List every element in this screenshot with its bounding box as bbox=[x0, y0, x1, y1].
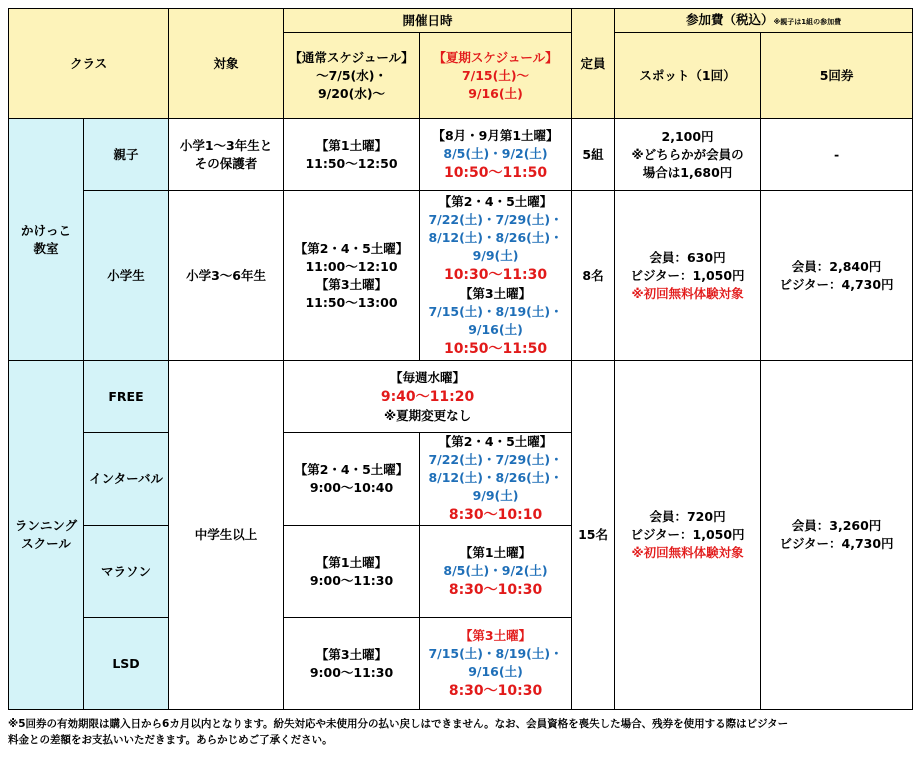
summer-interval-dates-b: 8/12(土)・8/26(土)・ bbox=[428, 470, 563, 485]
summer-lsd-time: 8:30～10:30 bbox=[448, 682, 543, 699]
schedule-free-time: 9:40～11:20 bbox=[380, 388, 475, 405]
summer-schedule-end: 9/16(土) bbox=[468, 85, 523, 101]
spot-running-visitor: ビジター：1,050円 bbox=[630, 527, 745, 542]
summer-marathon bbox=[420, 526, 572, 618]
summer-shogakusei bbox=[420, 191, 572, 361]
header-fee bbox=[615, 9, 913, 33]
summer-oyako bbox=[420, 119, 572, 191]
spot-oyako bbox=[615, 119, 761, 191]
summer-interval bbox=[420, 433, 572, 526]
class-marathon: マラソン bbox=[84, 526, 169, 618]
group-kakekko bbox=[9, 119, 84, 361]
group-running-line1: ランニング bbox=[14, 518, 78, 533]
class-interval: インターバル bbox=[84, 433, 169, 526]
normal-marathon bbox=[284, 526, 420, 618]
normal-shogakusei-day2: 【第3土曜】 bbox=[315, 276, 388, 292]
normal-interval-day: 【第2・4・5土曜】 bbox=[294, 462, 409, 477]
summer-lsd-dates-a: 7/15(土)・8/19(土)・ bbox=[428, 645, 563, 661]
summer-interval-dates-c: 9/9(土) bbox=[472, 488, 519, 503]
normal-oyako-day: 【第1土曜】 bbox=[315, 137, 388, 153]
summer-shogakusei-dates1c: 9/9(土) bbox=[472, 247, 519, 263]
summer-shogakusei-dates2b: 9/16(土) bbox=[468, 321, 523, 337]
schedule-free bbox=[284, 361, 572, 433]
capacity-running: 15名 bbox=[572, 361, 615, 710]
normal-oyako-time: 11:50～12:50 bbox=[305, 155, 398, 171]
summer-lsd-day: 【第3土曜】 bbox=[459, 627, 532, 643]
five-running-member: 会員：3,260円 bbox=[791, 518, 882, 533]
summer-shogakusei-time1: 10:30～11:30 bbox=[443, 266, 548, 283]
header-summer-schedule bbox=[420, 33, 572, 119]
summer-shogakusei-day1: 【第2・4・5土曜】 bbox=[438, 193, 553, 209]
five-running-visitor: ビジター：4,730円 bbox=[779, 536, 894, 551]
normal-interval-time: 9:00～10:40 bbox=[309, 480, 394, 495]
spot-shogakusei-member: 会員：630円 bbox=[649, 249, 726, 265]
group-running-line2: スクール bbox=[21, 536, 71, 551]
spot-running bbox=[615, 361, 761, 710]
normal-lsd bbox=[284, 618, 420, 710]
summer-interval-day: 【第2・4・5土曜】 bbox=[438, 434, 553, 449]
header-fee-label: 参加費（税込） bbox=[685, 11, 774, 27]
five-shogakusei-visitor: ビジター：4,730円 bbox=[779, 276, 894, 292]
summer-oyako-time: 10:50～11:50 bbox=[443, 164, 548, 181]
normal-oyako bbox=[284, 119, 420, 191]
summer-lsd bbox=[420, 618, 572, 710]
summer-marathon-day: 【第1土曜】 bbox=[459, 544, 532, 560]
spot-shogakusei-trial: ※初回無料体験対象 bbox=[631, 285, 744, 301]
summer-oyako-day: 【8月・9月第1土曜】 bbox=[432, 127, 559, 143]
summer-shogakusei-day2: 【第3土曜】 bbox=[459, 285, 532, 301]
capacity-oyako: 5組 bbox=[572, 119, 615, 191]
normal-shogakusei-time1: 11:00～12:10 bbox=[305, 258, 398, 274]
spot-oyako-note2: 場合は1,680円 bbox=[642, 164, 733, 180]
summer-shogakusei-dates1b: 8/12(土)・8/26(土)・ bbox=[428, 229, 563, 245]
class-lsd: LSD bbox=[84, 618, 169, 710]
summer-interval-dates-a: 7/22(土)・7/29(土)・ bbox=[428, 452, 563, 467]
schedule-free-day: 【毎週水曜】 bbox=[390, 369, 466, 385]
spot-oyako-price: 2,100円 bbox=[661, 128, 714, 144]
header-class: クラス bbox=[9, 9, 169, 119]
header-capacity: 定員 bbox=[572, 9, 615, 119]
normal-schedule-label: 【通常スケジュール】 bbox=[289, 49, 414, 65]
summer-shogakusei-dates2a: 7/15(土)・8/19(土)・ bbox=[428, 303, 563, 319]
group-kakekko-line2: 教室 bbox=[33, 240, 59, 256]
class-shogakusei: 小学生 bbox=[84, 191, 169, 361]
normal-schedule-start: ～7/5(水)・ bbox=[316, 67, 387, 83]
summer-marathon-time: 8:30～10:30 bbox=[448, 581, 543, 598]
normal-shogakusei-time2: 11:50～13:00 bbox=[305, 294, 398, 310]
footnote-line2: 料金との差額をお支払いいただきます。あらかじめご了承ください。 bbox=[8, 734, 333, 746]
header-normal-schedule bbox=[284, 33, 420, 119]
normal-interval bbox=[284, 433, 420, 526]
five-shogakusei-member: 会員：2,840円 bbox=[791, 258, 882, 274]
target-oyako-line2: その保護者 bbox=[194, 155, 258, 171]
normal-schedule-end: 9/20(水)～ bbox=[317, 85, 386, 101]
spot-shogakusei-visitor: ビジター：1,050円 bbox=[630, 267, 745, 283]
summer-schedule-label: 【夏期スケジュール】 bbox=[433, 49, 558, 65]
summer-oyako-dates: 8/5(土)・9/2(土) bbox=[443, 145, 548, 161]
class-free: FREE bbox=[84, 361, 169, 433]
footnote bbox=[8, 716, 912, 748]
group-running bbox=[9, 361, 84, 710]
five-shogakusei bbox=[761, 191, 913, 361]
group-kakekko-line1: かけっこ bbox=[20, 222, 71, 238]
target-running: 中学生以上 bbox=[169, 361, 284, 710]
summer-shogakusei-time2: 10:50～11:50 bbox=[443, 340, 548, 357]
spot-oyako-note1: ※どちらかが会員の bbox=[631, 146, 744, 162]
spot-running-member: 会員：720円 bbox=[649, 509, 726, 524]
class-oyako: 親子 bbox=[84, 119, 169, 191]
footnote-line1: ※5回券の有効期限は購入日から6カ月以内となります。紛失対応や未使用分の払い戻しはできません。なお、会員資格を喪失した場合、残券を使用する際はビジター bbox=[8, 718, 789, 730]
normal-shogakusei bbox=[284, 191, 420, 361]
normal-lsd-day: 【第3土曜】 bbox=[315, 646, 388, 662]
target-oyako bbox=[169, 119, 284, 191]
target-oyako-line1: 小学1～3年生と bbox=[179, 137, 273, 153]
capacity-shogakusei: 8名 bbox=[572, 191, 615, 361]
summer-interval-time: 8:30～10:10 bbox=[448, 507, 543, 523]
normal-marathon-day: 【第1土曜】 bbox=[315, 554, 388, 570]
normal-marathon-time: 9:00～11:30 bbox=[309, 572, 394, 588]
header-five-pack: 5回券 bbox=[761, 33, 913, 119]
target-shogakusei: 小学3～6年生 bbox=[169, 191, 284, 361]
normal-shogakusei-day1: 【第2・4・5土曜】 bbox=[294, 240, 409, 256]
header-fee-note: ※親子は1組の参加費 bbox=[773, 17, 842, 26]
summer-schedule-start: 7/15(土)～ bbox=[461, 67, 530, 83]
spot-shogakusei bbox=[615, 191, 761, 361]
normal-lsd-time: 9:00～11:30 bbox=[309, 664, 394, 680]
summer-shogakusei-dates1a: 7/22(土)・7/29(土)・ bbox=[428, 211, 563, 227]
header-spot: スポット（1回） bbox=[615, 33, 761, 119]
summer-marathon-dates: 8/5(土)・9/2(土) bbox=[443, 562, 548, 578]
header-schedule: 開催日時 bbox=[284, 9, 572, 33]
summer-lsd-dates-b: 9/16(土) bbox=[468, 663, 523, 679]
schedule-free-note: ※夏期変更なし bbox=[383, 407, 472, 423]
header-target: 対象 bbox=[169, 9, 284, 119]
five-running bbox=[761, 361, 913, 710]
schedule-table bbox=[8, 8, 913, 710]
spot-running-trial: ※初回無料体験対象 bbox=[631, 545, 744, 560]
five-oyako: - bbox=[761, 119, 913, 191]
